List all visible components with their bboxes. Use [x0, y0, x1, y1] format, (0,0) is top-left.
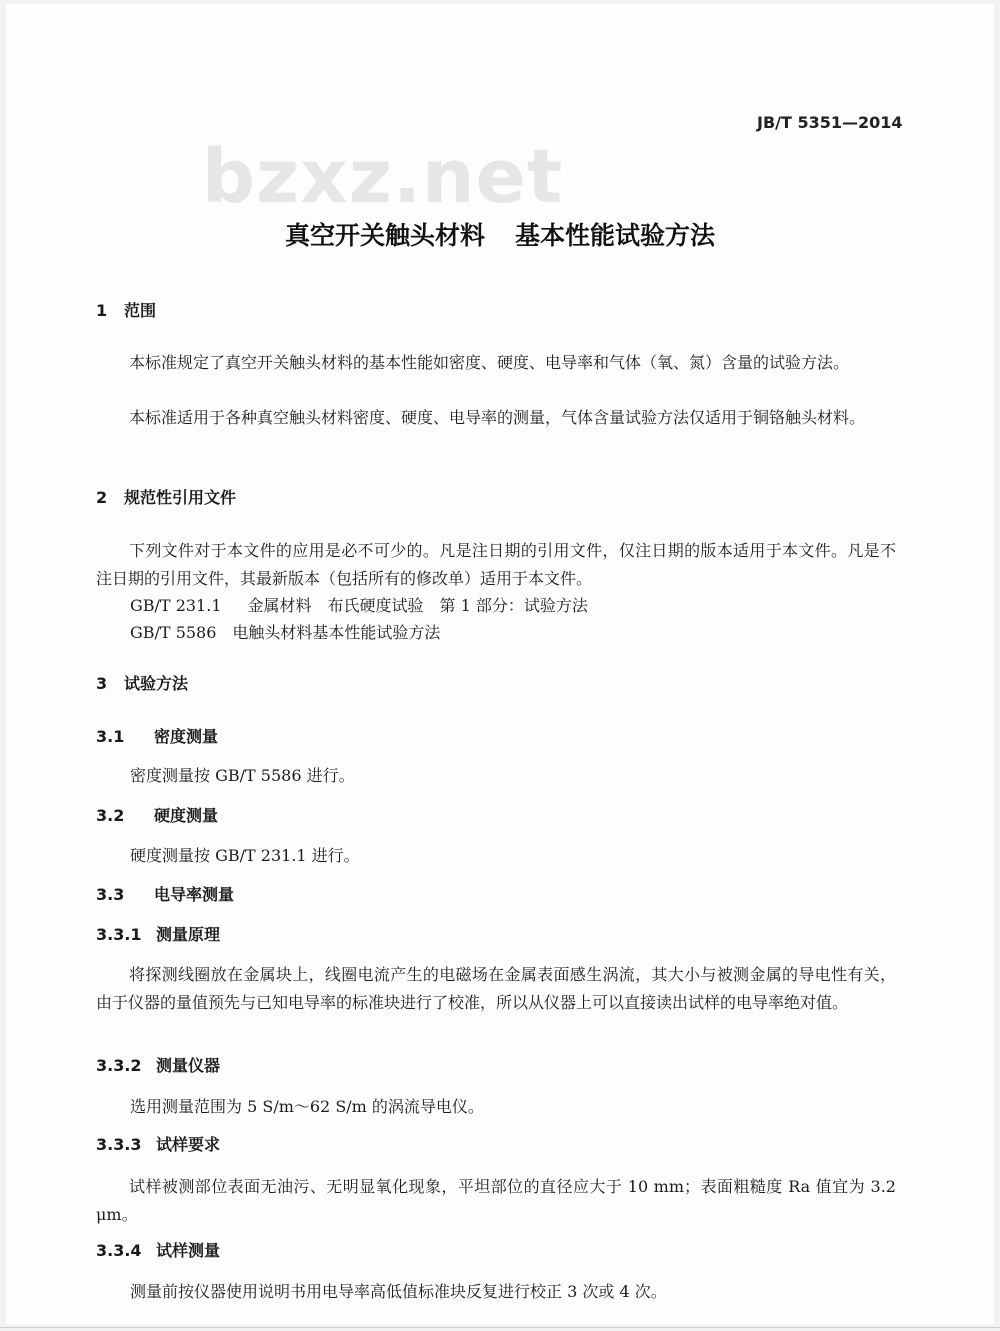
- reference-title: 金属材料 布氏硬度试验 第 1 部分：试验方法: [247, 596, 588, 615]
- subsection-number: 3.3.3: [96, 1135, 142, 1154]
- subsection-3-3-1-heading: [96, 922, 220, 945]
- subsection-3-3-4-heading: [96, 1238, 220, 1261]
- reference-title: 电触头材料基本性能试验方法: [232, 623, 441, 642]
- subsection-number: 3.3.4: [96, 1241, 142, 1260]
- subsection-title: 测量原理: [156, 925, 221, 944]
- subsection-3-3-heading: [96, 882, 234, 905]
- reference-code: GB/T 5586: [130, 623, 217, 642]
- section-2-paragraph: 下列文件对于本文件的应用是必不可少的。凡是注日期的引用文件，仅注日期的版本适用于本文件。凡是不注日期的引用文件，其最新版本（包括所有的修改单）适用于本文件。: [96, 541, 896, 588]
- subsection-3-3-4-text: 测量前按仪器使用说明书用电导率高低值标准块反复进行校正 3 次或 4 次。: [130, 1282, 667, 1301]
- title-part-2: 基本性能试验方法: [515, 221, 716, 250]
- section-2-heading: [96, 485, 236, 508]
- subsection-3-1-heading: [96, 724, 218, 747]
- subsection-title: 硬度测量: [154, 806, 219, 825]
- subsection-3-2-heading: [96, 803, 218, 826]
- page-bottom-divider: [0, 1327, 1000, 1328]
- section-1-paragraph-1: 本标准规定了真空开关触头材料的基本性能如密度、硬度、电导率和气体（氧、氮）含量的试验方法。: [129, 353, 850, 372]
- subsection-number: 3.1: [96, 727, 125, 746]
- reference-code: GB/T 231.1: [130, 596, 222, 615]
- section-title: 规范性引用文件: [124, 488, 237, 507]
- subsection-title: 密度测量: [154, 727, 219, 746]
- subsection-3-3-1-text: 将探测线圈放在金属块上，线圈电流产生的电磁场在金属表面感生涡流，其大小与被测金属的导电性有关，由于仪器的量值预先与已知电导率的标准块进行了校准，所以从仪器上可以直接读出试样的电导率绝对值。: [96, 965, 896, 1012]
- subsection-title: 试样测量: [156, 1241, 221, 1260]
- section-3-heading: [96, 671, 188, 694]
- section-1-paragraph-2: 本标准适用于各种真空触头材料密度、硬度、电导率的测量，气体含量试验方法仅适用于铜铬触头材料。: [129, 408, 866, 427]
- section-number: 2: [96, 488, 108, 507]
- watermark: bzxz.net: [202, 134, 564, 220]
- section-title: 试验方法: [124, 674, 189, 693]
- section-number: 1: [96, 301, 108, 320]
- subsection-title: 电导率测量: [154, 885, 235, 904]
- reference-item: [130, 620, 440, 643]
- subsection-number: 3.3.2: [96, 1056, 142, 1075]
- subsection-title: 测量仪器: [156, 1056, 221, 1075]
- subsection-number: 3.3.1: [96, 925, 142, 944]
- section-1-heading: [96, 298, 156, 321]
- standard-code: JB/T 5351—2014: [757, 113, 903, 132]
- title-part-1: 真空开关触头材料: [284, 221, 485, 250]
- subsection-number: 3.2: [96, 806, 125, 825]
- subsection-3-2-text: 硬度测量按 GB/T 231.1 进行。: [130, 846, 360, 865]
- reference-item: [130, 593, 588, 616]
- subsection-3-3-2-heading: [96, 1053, 220, 1076]
- subsection-3-1-text: 密度测量按 GB/T 5586 进行。: [130, 766, 355, 785]
- subsection-3-3-3-text: 试样被测部位表面无油污、无明显氧化现象，平坦部位的直径应大于 10 mm；表面粗糙度 Ra 值宜为 3.2 μm。: [96, 1177, 896, 1224]
- subsection-3-3-3-heading: [96, 1132, 220, 1155]
- document-title: [0, 216, 1000, 252]
- subsection-3-3-2-text: 选用测量范围为 5 S/m～62 S/m 的涡流导电仪。: [130, 1097, 484, 1116]
- section-title: 范围: [124, 301, 157, 320]
- section-number: 3: [96, 674, 108, 693]
- subsection-number: 3.3: [96, 885, 125, 904]
- subsection-title: 试样要求: [156, 1135, 221, 1154]
